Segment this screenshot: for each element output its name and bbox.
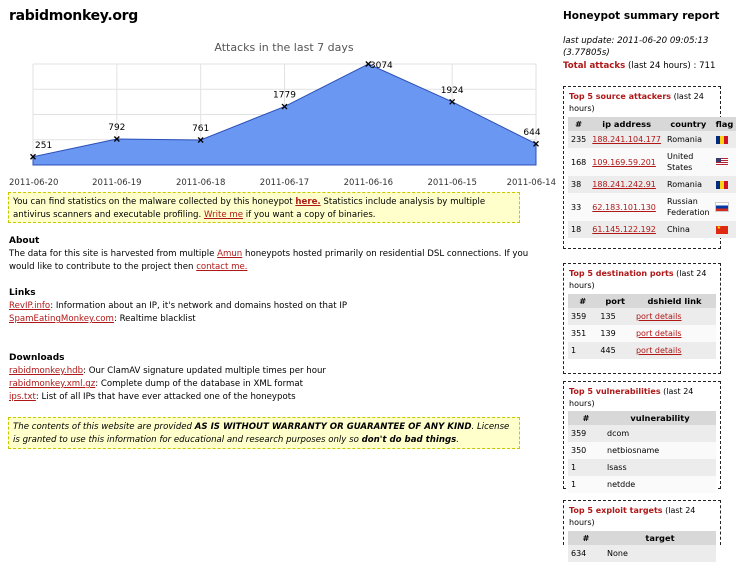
col-header: flag [713,117,736,131]
ip-link[interactable]: 109.169.59.201 [592,157,656,167]
exploits-table [568,531,716,562]
col-header: target [604,531,716,545]
ip-link[interactable]: 62.183.101.130 [592,202,656,212]
intro-text-3: if you want a copy of binaries. [243,210,376,220]
x-tick-label: 2011-06-17 [259,178,310,188]
links-list [9,300,529,326]
last-update: last update: 2011-06-20 09:05:13 (3.77805s) [563,36,709,58]
col-header: country [664,117,713,131]
table-row: 351 139 port details [568,325,716,342]
port-details-link[interactable]: port details [635,312,682,321]
ip-link[interactable]: 188.241.104.177 [592,135,661,144]
data-label: 251 [35,140,53,151]
about-heading: About [9,236,40,246]
data-label: 1779 [273,90,296,101]
list-item: rabidmonkey.hdb: Our ClamAV signature updated multiple times per hour [9,366,326,376]
contact-me-link[interactable]: contact me. [196,262,248,272]
table-row: 359 135 port details [568,308,716,325]
col-header: dshield link [633,294,716,308]
col-header: # [568,117,589,131]
ip-link[interactable]: 61.145.122.192 [592,225,656,234]
attackers-panel [563,86,734,249]
table-row: 1 445 port details [568,342,716,359]
data-label: 761 [192,123,210,134]
chart-title: Attacks in the last 7 days [214,41,354,54]
data-label: 644 [523,127,541,138]
intro-text-2: Statistics include analysis by multiple antivirus scanners and executable profiling. [13,197,486,220]
links-heading: Links [9,288,36,298]
vulnerabilities-panel [563,381,721,489]
attackers-table [568,117,736,238]
vulnerabilities-table [568,411,716,493]
table-row: 235 188.241.104.177 Romania [568,131,736,148]
write-me-link[interactable]: Write me [203,210,244,220]
table-row: 1 lsass [568,459,716,476]
list-item: SpamEatingMonkey.com: Realtime blacklist [9,314,196,324]
panel-title: Top 5 vulnerabilities (last 24 hours) [569,387,694,408]
col-header: port [597,294,633,308]
stats-here-link[interactable]: here. [295,197,321,207]
table-row: 33 62.183.101.130 Russian Federation [568,193,736,221]
data-label: 792 [108,122,126,133]
list-item: ips.txt: List of all IPs that have ever attacked one of the honeypots [9,392,296,402]
downloads-heading: Downloads [9,353,65,363]
revip-link[interactable]: RevIP.info [9,301,51,311]
table-row: 1 netdde [568,476,716,493]
ips-download-link[interactable]: ips.txt [9,392,36,402]
sidebar-title: Honeypot summary report [563,10,720,22]
spameatingmonkey-link[interactable]: SpamEatingMonkey.com [9,314,114,324]
panel-title: Top 5 exploit targets (last 24 hours) [569,506,696,527]
attacks-chart [0,38,555,190]
list-item: rabidmonkey.xml.gz: Complete dump of the database in XML format [9,379,303,389]
x-tick-label: 2011-06-15 [427,178,477,188]
col-header: # [568,531,604,545]
table-row: 168 109.169.59.201 United States [568,148,736,176]
romania-flag-icon [716,136,728,144]
disclaimer-box: The contents of this website are provided AS IS WITHOUT WARRANTY OR GUARANTEE OF ANY KIND. License is granted to use this information for educational and research purposes only so don't do bad things. [8,417,520,449]
x-tick-label: 2011-06-14 [506,178,556,188]
col-header: vulnerability [604,411,716,425]
table-row: 18 61.145.122.192 China ★ [568,221,736,238]
table-row: 359 dcom [568,425,716,442]
total-attacks: Total attacks (last 24 hours) : 711 [563,61,716,71]
table-row: 38 188.241.242.91 Romania [568,176,736,193]
about-text: The data for this site is harvested from multiple Amun honeypots hosted primarily on residential DSL connections. If you would like to contribute to the project then contact me. [9,249,529,272]
panel-title: Top 5 source attackers (last 24 hours) [569,92,704,113]
port-details-link[interactable]: port details [635,329,682,338]
list-item: RevIP.info: Information about an IP, it's network and domains hosted on that IP [9,301,348,311]
romania-flag-icon [716,181,728,189]
russia-flag-icon [716,203,728,211]
col-header: ip address [589,117,664,131]
hdb-download-link[interactable]: rabidmonkey.hdb [9,366,84,376]
downloads-list [9,365,529,404]
usa-flag-icon [716,158,728,166]
port-details-link[interactable]: port details [635,346,682,355]
china-flag-icon: ★ [716,226,728,234]
xml-download-link[interactable]: rabidmonkey.xml.gz [9,379,96,389]
exploits-panel [563,500,721,558]
amun-link[interactable]: Amun [217,249,243,259]
x-tick-label: 2011-06-20 [9,178,59,188]
ports-table [568,294,716,359]
ip-link[interactable]: 188.241.242.91 [592,180,656,189]
x-tick-label: 2011-06-16 [343,178,394,188]
col-header: # [568,411,604,425]
site-title: rabidmonkey.org [9,8,138,24]
intro-box [8,192,520,223]
col-header: # [568,294,597,308]
table-row: 350 netbiosname [568,442,716,459]
ports-panel [563,263,721,374]
panel-title: Top 5 destination ports (last 24 hours) [569,269,707,290]
table-row: 634 None [568,545,716,562]
data-label: 1924 [440,85,464,96]
data-label: 3074 [369,61,393,71]
intro-text: You can find statistics on the malware collected by this honeypot [13,197,296,207]
x-tick-label: 2011-06-19 [92,178,142,188]
x-tick-label: 2011-06-18 [175,178,226,188]
